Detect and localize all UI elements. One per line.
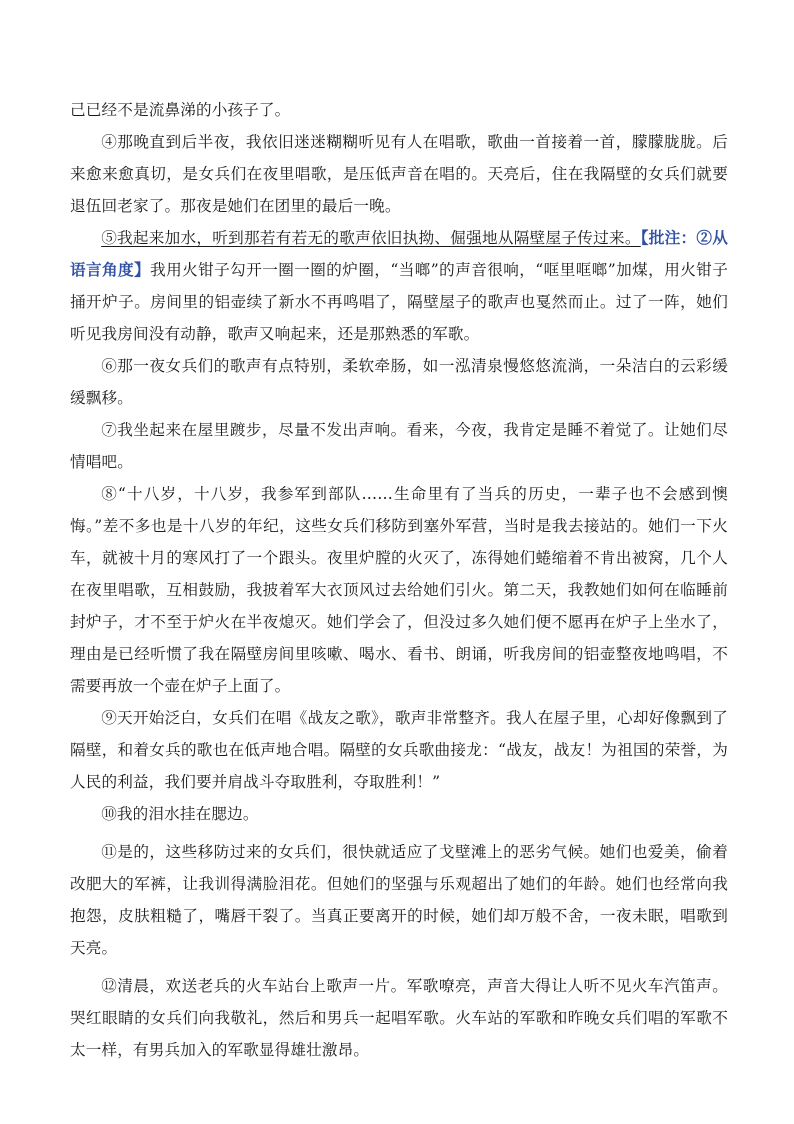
document-page (70, 94, 728, 1066)
paragraph-10: ⑩我的泪水挂在腮边。 (101, 805, 259, 823)
paragraph-4: ④那晚直到后半夜，我依旧迷迷糊糊听见有人在唱歌，歌曲一首接着一首，朦朦胧胧。后来愈来愈真切，是女兵们在夜里唱歌，是压低声音在唱的。天亮后，住在我隔壁的女兵们就要退伍回老家了。那夜是她们在团里的最后一晚。 (70, 133, 728, 215)
annotation-note: 【批注：②从语言角度】 (70, 228, 728, 279)
paragraph-7: ⑦我坐起来在屋里踱步，尽量不发出声响。看来，今夜，我肯定是睡不着觉了。让她们尽情唱吧。 (70, 421, 728, 471)
paragraph-5-rest: 我用火钳子勾开一圈一圈的炉圈，“当啷”的声音很响，“哐里哐啷”加煤，用火钳子捅开炉子。房间里的铝壶续了新水不再鸣唱了，隔壁屋子的歌声也戛然而止。过了一阵，她们听见我房间没有动静，歌声又响起来，还是那熟悉的军歌。 (70, 261, 728, 343)
paragraph-11: ⑪是的，这些移防过来的女兵们，很快就适应了戈壁滩上的恶劣气候。她们也爱美，偷着改肥大的军裤，让我训得满脸泪花。但她们的坚强与乐观超出了她们的年龄。她们也经常向我抱怨，皮肤粗糙了，嘴唇干裂了。当真正要离开的时候，她们却万般不舍，一夜未眠，唱歌到天亮。 (70, 843, 728, 957)
paragraph-12: ⑫清晨，欢送老兵的火车站台上歌声一片。军歌嘹亮，声音大得让人听不见火车汽笛声。哭红眼睛的女兵们向我敬礼，然后和男兵一起唱军歌。火车站的军歌和昨晚女兵们唱的军歌不太一样，有男兵加入的军歌显得雄壮激昂。 (70, 977, 728, 1059)
paragraph-5 (70, 222, 728, 350)
paragraph-6: ⑥那一夜女兵们的歌声有点特别，柔软牵肠，如一泓清泉慢悠悠流淌，一朵洁白的云彩缓缓飘移。 (70, 357, 728, 407)
paragraph-9: ⑨天开始泛白，女兵们在唱《战友之歌》，歌声非常整齐。我人在屋子里，心却好像飘到了隔壁，和着女兵的歌也在低声地合唱。隔壁的女兵歌曲接龙：“战友，战友！为祖国的荣誉，为人民的利益，我们要并肩战斗夺取胜利，夺取胜利！” (70, 709, 728, 791)
paragraph-8: ⑧“十八岁，十八岁，我参军到部队……生命里有了当兵的历史，一辈子也不会感到懊悔。”差不多也是十八岁的年纪，这些女兵们移防到塞外军营，当时是我去接站的。她们一下火车，就被十月的寒风打了一个跟头。夜里炉膛的火灭了，冻得她们蜷缩着不肯出被窝，几个人在夜里唱歌，互相鼓励，我披着军大衣顶风过去给她们引火。第二天，我教她们如何在临睡前封炉子，才不至于炉火在半夜熄灭。她们学会了，但没过多久她们便不愿再在炉子上坐水了，理由是已经听惯了我在隔壁房间里咳嗽、喝水、看书、朗诵，听我房间的铝壶整夜地鸣唱，不需要再放一个壶在炉子上面了。 (70, 485, 728, 695)
underlined-sentence: ⑤我起来加水，听到那若有若无的歌声依旧执拗、倔强地从隔壁屋子传过来。 (101, 229, 641, 247)
paragraph-3-tail: 己已经不是流鼻涕的小孩子了。 (70, 101, 291, 119)
